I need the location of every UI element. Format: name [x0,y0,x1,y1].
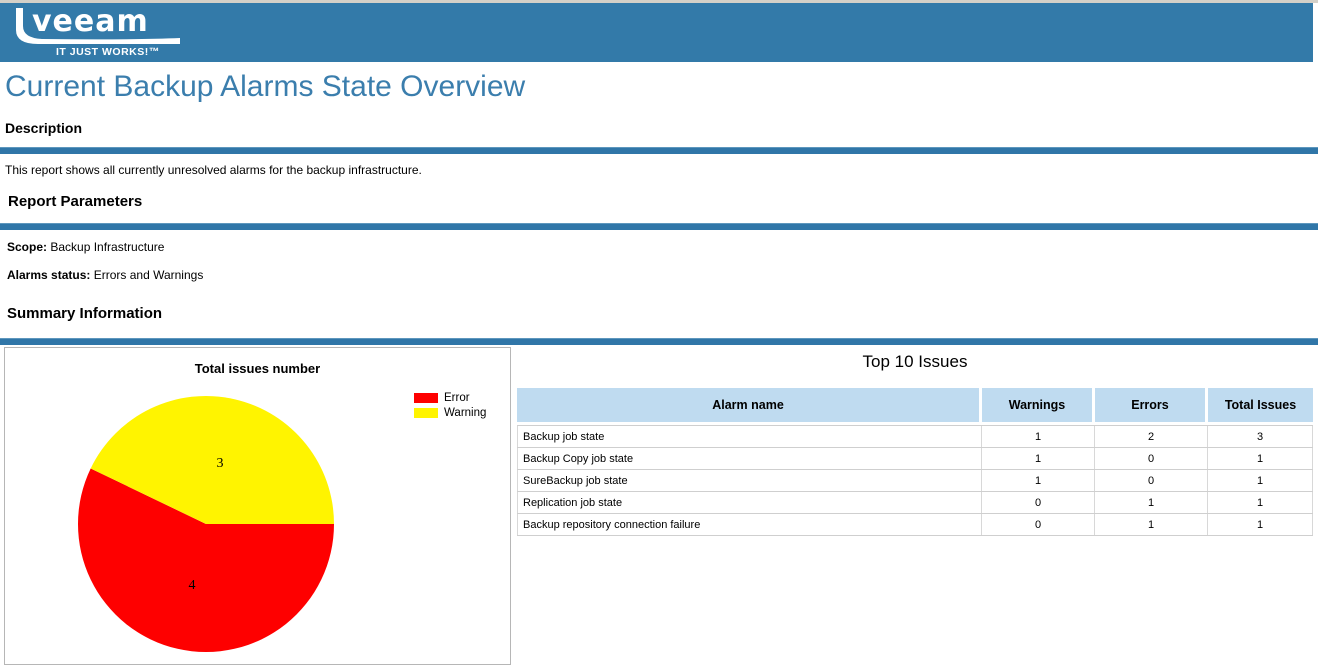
section-divider [0,338,1318,345]
table-row [517,514,1313,536]
veeam-tagline: IT JUST WORKS!™ [56,46,160,58]
cell-errors: 0 [1095,470,1208,491]
param-scope-value: Backup Infrastructure [50,240,165,254]
cell-warnings: 0 [982,492,1095,513]
cell-total: 3 [1208,426,1313,447]
veeam-logo-text: veeam [32,4,149,39]
veeam-logo [12,6,182,60]
legend-label-error: Error [444,392,470,404]
pie-chart [76,394,336,654]
chart-legend [414,392,486,422]
description-text: This report shows all currently unresolved alarms for the backup infrastructure. [5,163,422,177]
cell-total: 1 [1208,470,1313,491]
param-scope-label: Scope: [7,240,48,254]
cell-total: 1 [1208,492,1313,513]
pie-data-label: 4 [188,578,196,594]
table-body [517,425,1313,536]
cell-errors: 1 [1095,492,1208,513]
param-alarms-value: Errors and Warnings [93,268,204,282]
cell-alarm-name: Backup repository connection failure [517,514,982,535]
cell-alarm-name: Backup Copy job state [517,448,982,469]
table-row [517,426,1313,448]
legend-item-error [414,392,486,404]
legend-label-warning: Warning [444,407,487,419]
table-row [517,448,1313,470]
chart-title: Total issues number [194,361,321,376]
section-divider [0,223,1318,230]
column-header-warnings: Warnings [982,388,1095,422]
cell-alarm-name: SureBackup job state [517,470,982,491]
page-title: Current Backup Alarms State Overview [5,70,526,103]
cell-warnings: 1 [982,470,1095,491]
table-header-row [517,388,1313,422]
report-parameters-heading: Report Parameters [8,193,143,210]
cell-alarm-name: Replication job state [517,492,982,513]
top-issues-section [517,347,1313,536]
veeam-banner [0,3,1313,62]
cell-errors: 1 [1095,514,1208,535]
section-divider [0,147,1318,154]
column-header-alarm-name: Alarm name [517,388,982,422]
table-row [517,470,1313,492]
summary-information-heading: Summary Information [7,305,163,322]
param-alarms-status [7,268,203,282]
cell-warnings: 1 [982,448,1095,469]
table-title: Top 10 Issues [862,352,968,371]
param-scope [7,240,164,254]
cell-errors: 2 [1095,426,1208,447]
cell-warnings: 1 [982,426,1095,447]
cell-errors: 0 [1095,448,1208,469]
column-header-errors: Errors [1095,388,1208,422]
pie-data-label: 3 [216,455,224,471]
total-issues-chart-panel [4,347,511,665]
legend-item-warning [414,407,486,419]
cell-warnings: 0 [982,514,1095,535]
cell-total: 1 [1208,514,1313,535]
table-row [517,492,1313,514]
description-heading: Description [5,120,83,136]
column-header-total-issues: Total Issues [1208,388,1313,422]
cell-alarm-name: Backup job state [517,426,982,447]
cell-total: 1 [1208,448,1313,469]
legend-swatch-warning [414,408,438,418]
legend-swatch-error [414,393,438,403]
param-alarms-label: Alarms status: [7,268,91,282]
